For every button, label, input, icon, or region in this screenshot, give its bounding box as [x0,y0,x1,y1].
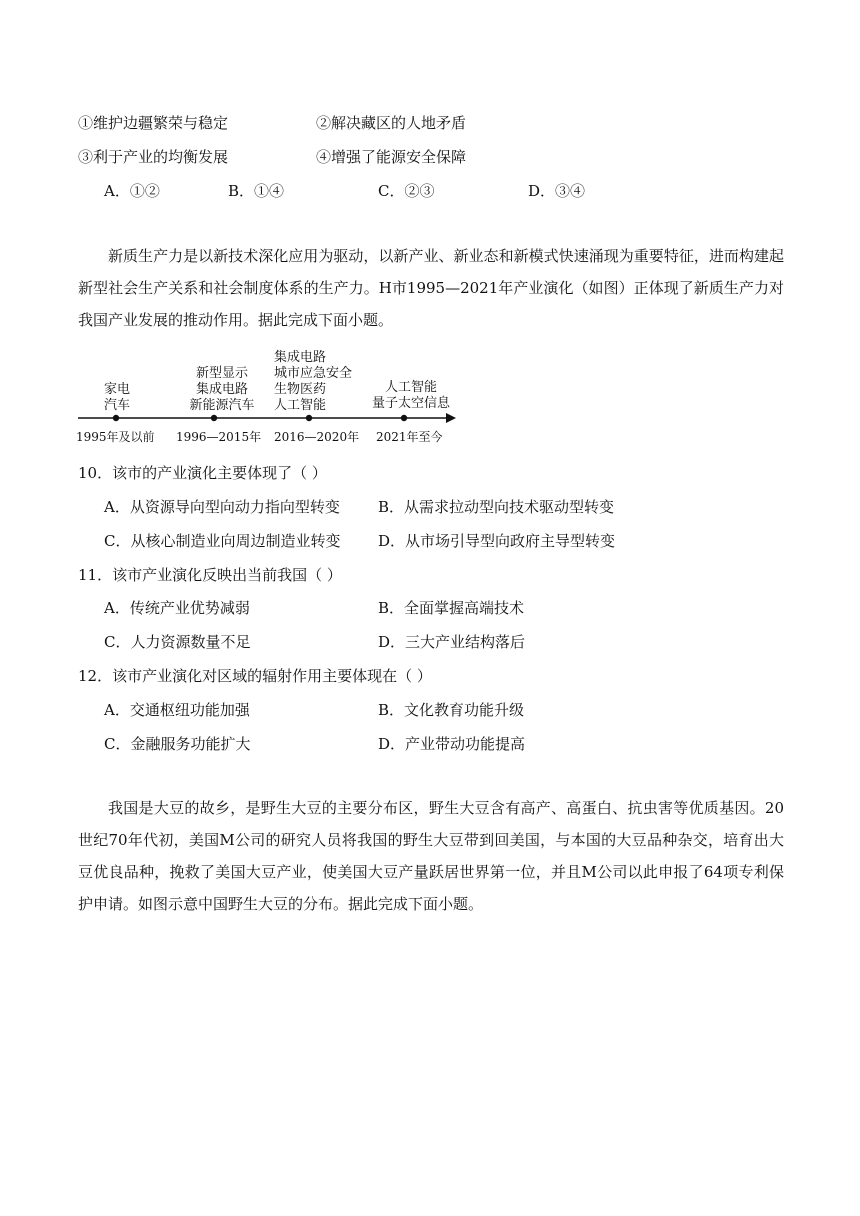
statement-2: ②解决藏区的人地矛盾 [316,114,467,132]
timeline-dot [306,415,312,421]
question-12-stem: 12．该市产业演化对区域的辐射作用主要体现在（ ） [78,667,432,685]
q10-option-d: D．从市场引导型向政府主导型转变 [378,532,616,550]
prev-option-a: A．①② [104,182,160,200]
q11-option-b: B．全面掌握高端技术 [378,599,525,617]
timeline-item: 汽车 [103,398,130,413]
passage-wild-soybean: 我国是大豆的故乡，是野生大豆的主要分布区，野生大豆含有高产、高蛋白、抗虫害等优质基因。20世纪70年代初，美国M公司的研究人员将我国的野生大豆带到回美国，与本国的大豆品种杂交，培育出大豆优良品种，挽救了美国大豆产业，使美国大豆产量跃居世界第一位，并且M公司以此申报了64项专利保护申请。如图示意中国野生大豆的分布。据此完成下面小题。 [78,799,784,913]
question-11-stem: 11．该市产业演化反映出当前我国（ ） [78,566,342,584]
timeline-item: 城市应急安全 [274,366,353,381]
timeline-dot [211,415,217,421]
timeline-item: 新能源汽车 [189,398,255,413]
timeline-item: 集成电路 [195,382,248,397]
timeline-year-4: 2021年至今 [376,430,443,444]
timeline-item: 集成电路 [274,350,327,365]
timeline-year-2: 1996—2015年 [176,430,262,444]
timeline-item: 家电 [103,382,130,397]
timeline-item: 量子太空信息 [371,396,450,411]
prev-option-b: B．①④ [228,182,285,200]
statement-3: ③利于产业的均衡发展 [78,148,229,166]
timeline-year-3: 2016—2020年 [274,430,360,444]
q10-option-a: A．从资源导向型向动力指向型转变 [104,498,340,516]
timeline-dot [401,415,407,421]
q10-option-b: B．从需求拉动型向技术驱动型转变 [378,498,615,516]
passage-new-productivity: 新质生产力是以新技术深化应用为驱动，以新产业、新业态和新模式快速涌现为重要特征，进而构建起新型社会生产关系和社会制度体系的生产力。H市1995—2021年产业演化（如图）正体现了新质生产力对我国产业发展的推动作用。据此完成下面小题。 [78,247,784,329]
timeline-item: 人工智能 [274,398,327,413]
prev-option-d: D．③④ [528,182,586,200]
q10-option-c: C．从核心制造业向周边制造业转变 [104,532,341,550]
q12-option-d: D．产业带动功能提高 [378,735,526,753]
q12-option-b: B．文化教育功能升级 [378,701,525,719]
question-10-stem: 10．该市的产业演化主要体现了（ ） [78,464,327,482]
timeline-arrow-icon [446,413,456,423]
q11-option-c: C．人力资源数量不足 [104,633,251,651]
statement-4: ④增强了能源安全保障 [316,148,467,166]
q12-option-a: A．交通枢纽功能加强 [104,701,250,719]
timeline-item: 人工智能 [384,380,437,395]
q11-option-d: D．三大产业结构落后 [378,633,526,651]
timeline-item: 新型显示 [195,366,248,381]
q11-option-a: A．传统产业优势减弱 [104,599,250,617]
q12-option-c: C．金融服务功能扩大 [104,735,251,753]
timeline-item: 生物医药 [274,382,327,397]
prev-option-c: C．②③ [378,182,435,200]
timeline-dot [113,415,119,421]
statement-1: ①维护边疆繁荣与稳定 [78,114,229,132]
timeline-year-1: 1995年及以前 [76,430,155,444]
industry-timeline-figure [74,346,464,446]
